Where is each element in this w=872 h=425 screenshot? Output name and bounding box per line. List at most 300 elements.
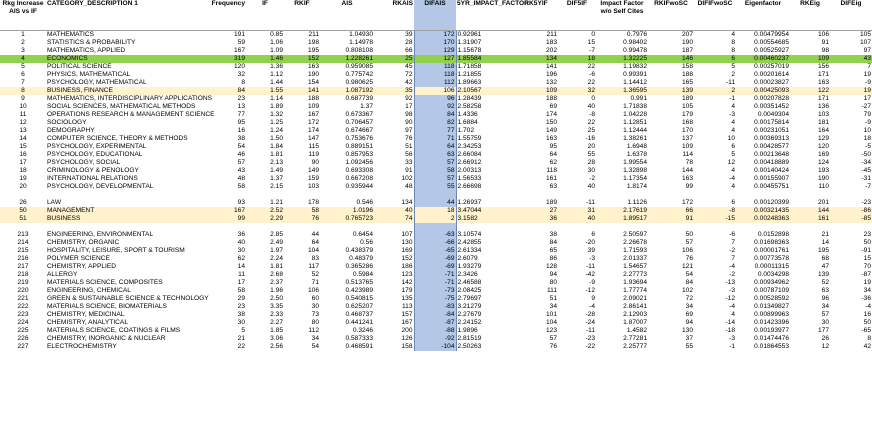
cell-difwosc[interactable]: -1 <box>729 343 735 350</box>
cell-impwo[interactable]: 1.1126 <box>627 199 647 206</box>
cell-cat[interactable]: OPERATIONS RESEARCH & MANAGEMENT SCIENCE <box>47 111 215 118</box>
cell-difwosc[interactable]: 8 <box>731 47 735 54</box>
cell-rkais[interactable]: 152 <box>401 255 413 262</box>
cell-ais[interactable]: 0.980625 <box>345 79 373 86</box>
cell-rksyif[interactable]: 163 <box>545 135 557 142</box>
cell-syr[interactable]: 3.21279 <box>457 303 482 310</box>
cell-freq[interactable]: 43 <box>237 167 245 174</box>
cell-impwo[interactable]: 2.50597 <box>623 231 647 238</box>
cell-impwo[interactable]: 1.8174 <box>626 183 647 190</box>
cell-eig[interactable]: 0.00528592 <box>754 295 789 302</box>
cell-ais[interactable]: 0.765723 <box>320 215 374 223</box>
cell-if[interactable]: 1.36 <box>270 63 283 70</box>
cell-cat[interactable]: COMPUTER SCIENCE, THEORY & METHODS <box>47 135 188 142</box>
cell-rkg[interactable]: 227 <box>17 343 29 350</box>
cell-rkeig[interactable]: 156 <box>817 63 829 70</box>
cell-rkeig[interactable]: 201 <box>817 199 829 206</box>
cell-difwosc[interactable]: -3 <box>729 335 735 342</box>
cell-rkifwosc[interactable]: 187 <box>681 47 693 54</box>
cell-syr[interactable]: 1.55759 <box>457 135 482 142</box>
cell-rkif[interactable]: 58 <box>284 207 320 215</box>
cell-difwosc[interactable]: 5 <box>731 151 735 158</box>
cell-difsif[interactable]: -9 <box>589 279 595 286</box>
cell-if[interactable]: 1.81 <box>270 151 283 158</box>
cell-freq[interactable]: 95 <box>237 119 245 126</box>
cell-difsif[interactable]: 18 <box>558 55 596 63</box>
cell-difsif[interactable]: -22 <box>585 343 595 350</box>
cell-cat[interactable]: DEMOGRAPHY <box>47 127 95 134</box>
cell-rkais[interactable]: 92 <box>405 95 413 102</box>
cell-difais[interactable]: -84 <box>414 311 456 319</box>
cell-cat[interactable]: ENGINEERING, CHEMICAL <box>47 287 131 294</box>
cell-difais[interactable]: 18 <box>414 207 456 215</box>
cell-difsif[interactable]: -11 <box>585 263 595 270</box>
cell-rksyif[interactable]: 62 <box>549 159 557 166</box>
cell-rkais[interactable]: 33 <box>405 159 413 166</box>
cell-syr[interactable]: 1.31907 <box>457 39 482 46</box>
cell-difais[interactable]: -83 <box>414 303 456 311</box>
cell-impwo[interactable]: 1.71593 <box>623 247 647 254</box>
cell-difwosc[interactable]: 8 <box>731 39 735 46</box>
cell-rkg[interactable]: 15 <box>19 143 27 150</box>
cell-if[interactable]: 1.32 <box>270 111 283 118</box>
cell-rksyif[interactable]: 51 <box>549 295 557 302</box>
cell-rksyif[interactable]: 132 <box>545 79 557 86</box>
cell-syr[interactable]: 2.79697 <box>457 295 482 302</box>
cell-rkif[interactable]: 104 <box>307 247 319 254</box>
cell-rkifwosc[interactable]: 99 <box>685 183 693 190</box>
cell-difais[interactable]: 84 <box>414 111 456 119</box>
cell-rkeig[interactable]: 122 <box>790 87 830 95</box>
cell-rkeig[interactable]: 124 <box>817 159 829 166</box>
cell-difsif[interactable]: -3 <box>589 255 595 262</box>
cell-freq[interactable]: 54 <box>237 143 245 150</box>
column-header-rkifwosc[interactable]: RKIFwoSC <box>648 0 694 31</box>
cell-rksyif[interactable]: 76 <box>549 343 557 350</box>
cell-cat[interactable]: CHEMISTRY, ORGANIC <box>47 239 120 246</box>
cell-difais[interactable]: -73 <box>414 287 456 295</box>
cell-rkg[interactable]: 225 <box>17 327 29 334</box>
cell-difsif[interactable]: 32 <box>558 87 596 95</box>
cell-rkeig[interactable]: 139 <box>817 271 829 278</box>
cell-freq[interactable]: 48 <box>237 175 245 182</box>
cell-rksyif[interactable]: 196 <box>545 71 557 78</box>
cell-rkg[interactable]: 18 <box>19 167 27 174</box>
cell-impwo[interactable]: 0.99391 <box>623 71 647 78</box>
cell-if[interactable]: 1.89 <box>270 103 283 110</box>
cell-ais[interactable]: 0.753676 <box>345 135 373 142</box>
cell-difais[interactable]: 170 <box>414 39 456 47</box>
cell-rkif[interactable]: 198 <box>307 39 319 46</box>
cell-freq[interactable]: 8 <box>241 79 245 86</box>
cell-difais[interactable]: 112 <box>414 79 456 87</box>
cell-rkifwosc[interactable]: 121 <box>681 263 693 270</box>
cell-if[interactable]: 2.49 <box>270 239 283 246</box>
column-header-ais[interactable]: AIS <box>320 0 374 31</box>
cell-freq[interactable]: 59 <box>237 39 245 46</box>
cell-impwo[interactable]: 2.01337 <box>623 255 647 262</box>
cell-rkifwosc[interactable]: 189 <box>681 95 693 102</box>
cell-cat[interactable]: BUSINESS, FINANCE <box>46 87 198 95</box>
cell-difeig[interactable]: 18 <box>863 135 871 142</box>
cell-difais[interactable]: 58 <box>414 167 456 175</box>
cell-ais[interactable]: 0.513765 <box>345 279 373 286</box>
cell-syr[interactable]: 0.92961 <box>457 31 482 38</box>
cell-rkifwosc[interactable]: 57 <box>685 239 693 246</box>
cell-rkifwosc[interactable]: 55 <box>685 343 693 350</box>
cell-syr[interactable]: 2.58258 <box>457 103 482 110</box>
cell-freq[interactable]: 38 <box>237 311 245 318</box>
cell-rksyif[interactable]: 27 <box>514 207 558 215</box>
cell-difeig[interactable]: -7 <box>865 183 871 190</box>
cell-rksyif[interactable]: 150 <box>545 119 557 126</box>
cell-ais[interactable]: 0.365286 <box>345 263 373 270</box>
cell-ais[interactable]: 0.546 <box>356 199 373 206</box>
cell-syr[interactable]: 1.4336 <box>457 111 478 118</box>
cell-ais[interactable]: 0.468591 <box>345 343 373 350</box>
cell-eig[interactable]: 0.00554685 <box>754 39 789 46</box>
cell-impwo[interactable]: 2.12903 <box>623 311 647 318</box>
cell-rkifwosc[interactable]: 114 <box>682 151 693 158</box>
cell-rkeig[interactable]: 91 <box>821 39 829 46</box>
column-header-if[interactable]: IF <box>246 0 284 31</box>
cell-rkg[interactable]: 20 <box>19 183 27 190</box>
cell-difeig[interactable]: 70 <box>863 263 871 270</box>
cell-rkif[interactable]: 73 <box>311 311 319 318</box>
cell-rkifwosc[interactable]: 76 <box>685 255 693 262</box>
cell-syr[interactable]: 2.34253 <box>457 143 482 150</box>
cell-impwo[interactable]: 1.19832 <box>623 63 647 70</box>
cell-eig[interactable]: 0.00023827 <box>754 79 789 86</box>
cell-difwosc[interactable]: 2 <box>731 71 735 78</box>
cell-eig[interactable]: 0.0034298 <box>757 271 789 278</box>
column-header-freq[interactable]: Frequency <box>198 0 246 31</box>
cell-if[interactable]: 1.97 <box>270 247 283 254</box>
cell-difwosc[interactable]: -11 <box>725 79 735 86</box>
cell-difwosc[interactable]: -14 <box>725 319 735 326</box>
cell-rkg[interactable]: 5 <box>21 63 25 70</box>
cell-rkifwosc[interactable]: 144 <box>681 167 693 174</box>
cell-rkg[interactable]: 226 <box>17 335 29 342</box>
cell-rkif[interactable]: 211 <box>308 31 319 38</box>
cell-rkif[interactable]: 195 <box>307 47 319 54</box>
cell-rkais[interactable]: 17 <box>405 103 413 110</box>
cell-if[interactable]: 2.24 <box>270 255 283 262</box>
cell-difsif[interactable]: 40 <box>587 103 595 110</box>
cell-difwosc[interactable]: -4 <box>729 263 735 270</box>
cell-rkg[interactable]: 217 <box>17 263 29 270</box>
cell-if[interactable]: 1.37 <box>270 175 283 182</box>
cell-rkais[interactable]: 42 <box>405 79 413 86</box>
cell-rkif[interactable]: 149 <box>307 167 319 174</box>
cell-difais[interactable]: -66 <box>414 239 456 247</box>
cell-freq[interactable]: 30 <box>237 247 245 254</box>
cell-rkais[interactable]: 25 <box>374 55 414 63</box>
column-header-rkg[interactable]: Rkg Increase AIS vs IF <box>0 0 46 31</box>
cell-if[interactable]: 1.96 <box>270 287 283 294</box>
cell-difsif[interactable]: -42 <box>585 271 595 278</box>
cell-rkais[interactable]: 98 <box>405 111 413 118</box>
cell-ais[interactable]: 0.674667 <box>345 127 373 134</box>
cell-syr[interactable]: 1.6884 <box>457 119 478 126</box>
cell-impwo[interactable]: 2.77281 <box>623 335 647 342</box>
cell-eig[interactable]: 0.00787109 <box>754 287 789 294</box>
cell-difsif[interactable]: -6 <box>589 71 595 78</box>
cell-cat[interactable]: BUSINESS <box>46 215 198 223</box>
cell-rksyif[interactable]: 134 <box>514 55 558 63</box>
cell-eig[interactable]: 0.0152898 <box>757 231 789 238</box>
cell-cat[interactable]: CHEMISTRY, APPLIED <box>47 263 117 270</box>
cell-difeig[interactable]: 34 <box>863 287 871 294</box>
cell-freq[interactable]: 17 <box>237 279 245 286</box>
cell-if[interactable]: 2.15 <box>270 183 283 190</box>
cell-impwo[interactable]: 2.26678 <box>623 239 647 246</box>
cell-if[interactable]: 1.49 <box>270 167 283 174</box>
cell-cat[interactable]: SOCIOLOGY <box>47 119 87 126</box>
cell-impwo[interactable]: 1.32225 <box>596 55 648 63</box>
cell-eig[interactable]: 0.00369313 <box>754 135 789 142</box>
cell-syr[interactable]: 2.50263 <box>457 343 482 350</box>
cell-rkeig[interactable]: 47 <box>821 263 829 270</box>
cell-cat[interactable]: MANAGEMENT <box>46 207 198 215</box>
column-header-rksyif[interactable]: RK5YIF <box>514 0 558 31</box>
cell-difeig[interactable]: -31 <box>861 175 871 182</box>
cell-cat[interactable]: MATERIALS SCIENCE, COMPOSITES <box>47 279 163 286</box>
cell-rkif[interactable]: 106 <box>307 287 319 294</box>
cell-rkais[interactable]: 134 <box>401 199 413 206</box>
cell-syr[interactable]: 2.46588 <box>457 279 482 286</box>
cell-freq[interactable]: 11 <box>238 271 245 278</box>
cell-rkif[interactable]: 76 <box>284 215 320 223</box>
cell-if[interactable]: 2.27 <box>270 319 283 326</box>
cell-rkif[interactable]: 112 <box>308 327 319 334</box>
cell-rkif[interactable]: 154 <box>307 79 319 86</box>
cell-rkais[interactable]: 90 <box>405 119 413 126</box>
cell-impwo[interactable]: 1.04228 <box>623 111 647 118</box>
cell-difeig[interactable]: 42 <box>863 343 871 350</box>
cell-if[interactable]: 1.44 <box>270 79 283 86</box>
cell-ais[interactable]: 0.673367 <box>345 111 373 118</box>
cell-ais[interactable]: 0.935944 <box>345 183 373 190</box>
cell-eig[interactable]: 0.00213648 <box>754 151 789 158</box>
cell-rkif[interactable]: 141 <box>284 87 320 95</box>
cell-rkeig[interactable]: 169 <box>817 151 829 158</box>
cell-difais[interactable]: 55 <box>414 183 456 191</box>
cell-rkg[interactable]: 50 <box>0 207 46 215</box>
cell-cat[interactable]: LAW <box>47 199 62 206</box>
cell-difsif[interactable]: -7 <box>589 47 595 54</box>
cell-difeig[interactable]: -65 <box>861 327 871 334</box>
cell-difeig[interactable]: 7 <box>867 63 871 70</box>
cell-rksyif[interactable]: 174 <box>545 111 557 118</box>
cell-difeig[interactable]: 15 <box>863 255 871 262</box>
cell-rkifwosc[interactable]: 94 <box>685 319 693 326</box>
cell-if[interactable]: 3.35 <box>270 303 283 310</box>
cell-syr[interactable]: 2.66084 <box>457 151 482 158</box>
cell-difwosc[interactable]: -18 <box>725 327 735 334</box>
cell-freq[interactable]: 57 <box>237 159 245 166</box>
cell-rkifwosc[interactable]: 188 <box>681 71 693 78</box>
cell-rkif[interactable]: 109 <box>307 103 319 110</box>
cell-rkais[interactable]: 135 <box>401 295 413 302</box>
cell-rkg[interactable]: 19 <box>19 175 27 182</box>
cell-eig[interactable]: 0.00455751 <box>754 183 789 190</box>
cell-if[interactable]: 1.21 <box>270 199 283 206</box>
cell-difeig[interactable]: -27 <box>861 103 871 110</box>
cell-rkifwosc[interactable]: 50 <box>685 231 693 238</box>
cell-eig[interactable]: 0.00155907 <box>754 175 789 182</box>
cell-ais[interactable]: 1.092456 <box>345 159 373 166</box>
cell-rkifwosc[interactable]: 190 <box>681 39 693 46</box>
cell-rkg[interactable]: 11 <box>19 111 27 118</box>
cell-rkais[interactable]: 91 <box>405 167 413 174</box>
cell-difais[interactable]: -88 <box>414 327 456 335</box>
cell-difwosc[interactable]: -3 <box>729 287 735 294</box>
cell-impwo[interactable]: 1.4582 <box>626 327 647 334</box>
cell-rkifwosc[interactable]: 165 <box>681 79 693 86</box>
cell-rkais[interactable]: 66 <box>405 47 413 54</box>
cell-rksyif[interactable]: 104 <box>545 319 557 326</box>
cell-if[interactable]: 2.13 <box>270 159 283 166</box>
cell-if[interactable]: 2.85 <box>270 231 283 238</box>
cell-rkg[interactable]: 14 <box>19 135 27 142</box>
cell-difsif[interactable]: 40 <box>587 183 595 190</box>
cell-rkg[interactable]: 8 <box>0 87 46 95</box>
cell-rksyif[interactable]: 183 <box>545 39 557 46</box>
cell-eig[interactable]: 0.00428577 <box>754 143 789 150</box>
cell-syr[interactable]: 3.47044 <box>456 207 514 215</box>
cell-difeig[interactable]: 97 <box>863 47 871 54</box>
cell-rkeig[interactable]: 57 <box>821 311 829 318</box>
cell-rkifwosc[interactable]: 84 <box>685 279 693 286</box>
cell-freq[interactable]: 13 <box>237 103 245 110</box>
cell-difais[interactable]: 57 <box>414 159 456 167</box>
cell-if[interactable]: 1.50 <box>270 135 283 142</box>
cell-difais[interactable]: 63 <box>414 151 456 159</box>
cell-if[interactable]: 2.50 <box>270 295 283 302</box>
cell-ais[interactable]: 1.228261 <box>320 55 374 63</box>
cell-cat[interactable]: POLYMER SCIENCE <box>47 255 110 262</box>
cell-rkg[interactable]: 216 <box>17 255 29 262</box>
cell-rkeig[interactable]: 96 <box>821 295 829 302</box>
cell-rkg[interactable]: 224 <box>17 319 29 326</box>
cell-cat[interactable]: MATERIALS SCIENCE, COATINGS & FILMS <box>47 327 181 334</box>
cell-ais[interactable]: 0.468737 <box>345 311 373 318</box>
cell-rkifwosc[interactable]: 91 <box>648 215 694 223</box>
cell-difeig[interactable]: 50 <box>863 319 871 326</box>
cell-eig[interactable]: 0.0049304 <box>757 111 789 118</box>
cell-eig[interactable]: 0.01474476 <box>754 335 789 342</box>
cell-difeig[interactable]: 23 <box>863 231 871 238</box>
cell-difeig[interactable]: -91 <box>861 247 871 254</box>
cell-difsif[interactable]: 25 <box>587 127 595 134</box>
cell-rksyif[interactable]: 211 <box>546 31 557 38</box>
cell-impwo[interactable]: 1.12851 <box>623 119 647 126</box>
cell-difwosc[interactable]: 4 <box>731 31 735 38</box>
cell-rksyif[interactable]: 141 <box>545 63 557 70</box>
cell-cat[interactable]: ALLERGY <box>47 271 78 278</box>
cell-syr[interactable]: 2.42855 <box>457 239 482 246</box>
cell-rkeig[interactable]: 164 <box>817 127 829 134</box>
cell-freq[interactable]: 191 <box>233 31 245 38</box>
cell-rkais[interactable]: 186 <box>401 263 413 270</box>
cell-if[interactable]: 2.68 <box>270 271 283 278</box>
cell-difsif[interactable]: -24 <box>585 319 595 326</box>
cell-cat[interactable]: POLITICAL SCIENCE <box>47 63 112 70</box>
cell-rkif[interactable]: 52 <box>311 271 319 278</box>
cell-rkais[interactable]: 74 <box>374 215 414 223</box>
cell-freq[interactable]: 32 <box>237 71 245 78</box>
cell-eig[interactable]: 0.00899963 <box>754 311 789 318</box>
column-header-syr[interactable]: 5YR_IMPACT_FACTOR <box>456 0 514 31</box>
cell-ais[interactable]: 0.587333 <box>345 335 373 342</box>
cell-rksyif[interactable]: 118 <box>546 167 557 174</box>
cell-rkais[interactable]: 126 <box>401 335 413 342</box>
cell-rksyif[interactable]: 34 <box>549 303 557 310</box>
cell-eig[interactable]: 0.00011315 <box>754 263 789 270</box>
cell-rkg[interactable]: 218 <box>17 271 29 278</box>
cell-difais[interactable]: 92 <box>414 103 456 111</box>
cell-difwosc[interactable]: -4 <box>729 175 735 182</box>
cell-cat[interactable]: MATHEMATICS, INTERDISCIPLINARY APPLICATIONS <box>47 95 212 102</box>
cell-difsif[interactable]: -2 <box>589 175 595 182</box>
cell-ais[interactable]: 0.808108 <box>345 47 373 54</box>
cell-freq[interactable]: 77 <box>237 111 245 118</box>
cell-syr[interactable]: 1.26937 <box>457 199 482 206</box>
cell-if[interactable]: 1.85 <box>270 327 283 334</box>
cell-syr[interactable]: 1.702 <box>457 127 475 134</box>
cell-syr[interactable]: 3.1582 <box>456 215 514 223</box>
cell-difsif[interactable]: -11 <box>585 327 595 334</box>
cell-cat[interactable]: ECONOMICS <box>46 55 198 63</box>
cell-cat[interactable]: GREEN & SUSTAINABLE SCIENCE & TECHNOLOGY <box>47 295 209 302</box>
cell-syr[interactable]: 1.85584 <box>456 55 514 63</box>
cell-syr[interactable]: 2.66698 <box>457 183 482 190</box>
cell-difeig[interactable]: 10 <box>863 127 871 134</box>
cell-cat[interactable]: PSYCHOLOGY, SOCIAL <box>47 159 121 166</box>
cell-eig[interactable]: 0.00248363 <box>736 215 790 223</box>
cell-eig[interactable]: 0.00418889 <box>754 159 789 166</box>
cell-rkif[interactable]: 115 <box>308 143 319 150</box>
cell-difais[interactable]: -63 <box>414 231 456 239</box>
cell-freq[interactable]: 167 <box>198 207 246 215</box>
cell-rkif[interactable]: 167 <box>307 111 319 118</box>
cell-difeig[interactable]: -87 <box>861 271 871 278</box>
cell-rkais[interactable]: 51 <box>405 143 413 150</box>
cell-rkais[interactable]: 158 <box>401 343 413 350</box>
cell-rkif[interactable]: 178 <box>307 199 319 206</box>
cell-rkif[interactable]: 152 <box>284 55 320 63</box>
cell-syr[interactable]: 2.24152 <box>457 319 482 326</box>
cell-syr[interactable]: 2.81519 <box>457 335 482 342</box>
cell-rkif[interactable]: 188 <box>307 95 319 102</box>
cell-ais[interactable]: 0.540815 <box>345 295 373 302</box>
cell-eig[interactable]: 0.00934962 <box>754 279 789 286</box>
cell-difais[interactable]: 57 <box>414 175 456 183</box>
cell-if[interactable]: 2.33 <box>270 311 283 318</box>
cell-difwosc[interactable]: -6 <box>729 231 735 238</box>
cell-impwo[interactable]: 1.93694 <box>623 279 647 286</box>
cell-syr[interactable]: 1.93279 <box>457 263 482 270</box>
cell-rkifwosc[interactable]: 69 <box>685 311 693 318</box>
cell-rkeig[interactable]: 190 <box>817 175 829 182</box>
cell-rkais[interactable]: 97 <box>405 127 413 134</box>
cell-rkif[interactable]: 80 <box>311 319 319 326</box>
cell-rksyif[interactable]: 69 <box>549 103 557 110</box>
cell-impwo[interactable]: 0.7976 <box>626 31 647 38</box>
cell-ais[interactable]: 0.889151 <box>345 143 373 150</box>
cell-rkif[interactable]: 30 <box>311 303 319 310</box>
